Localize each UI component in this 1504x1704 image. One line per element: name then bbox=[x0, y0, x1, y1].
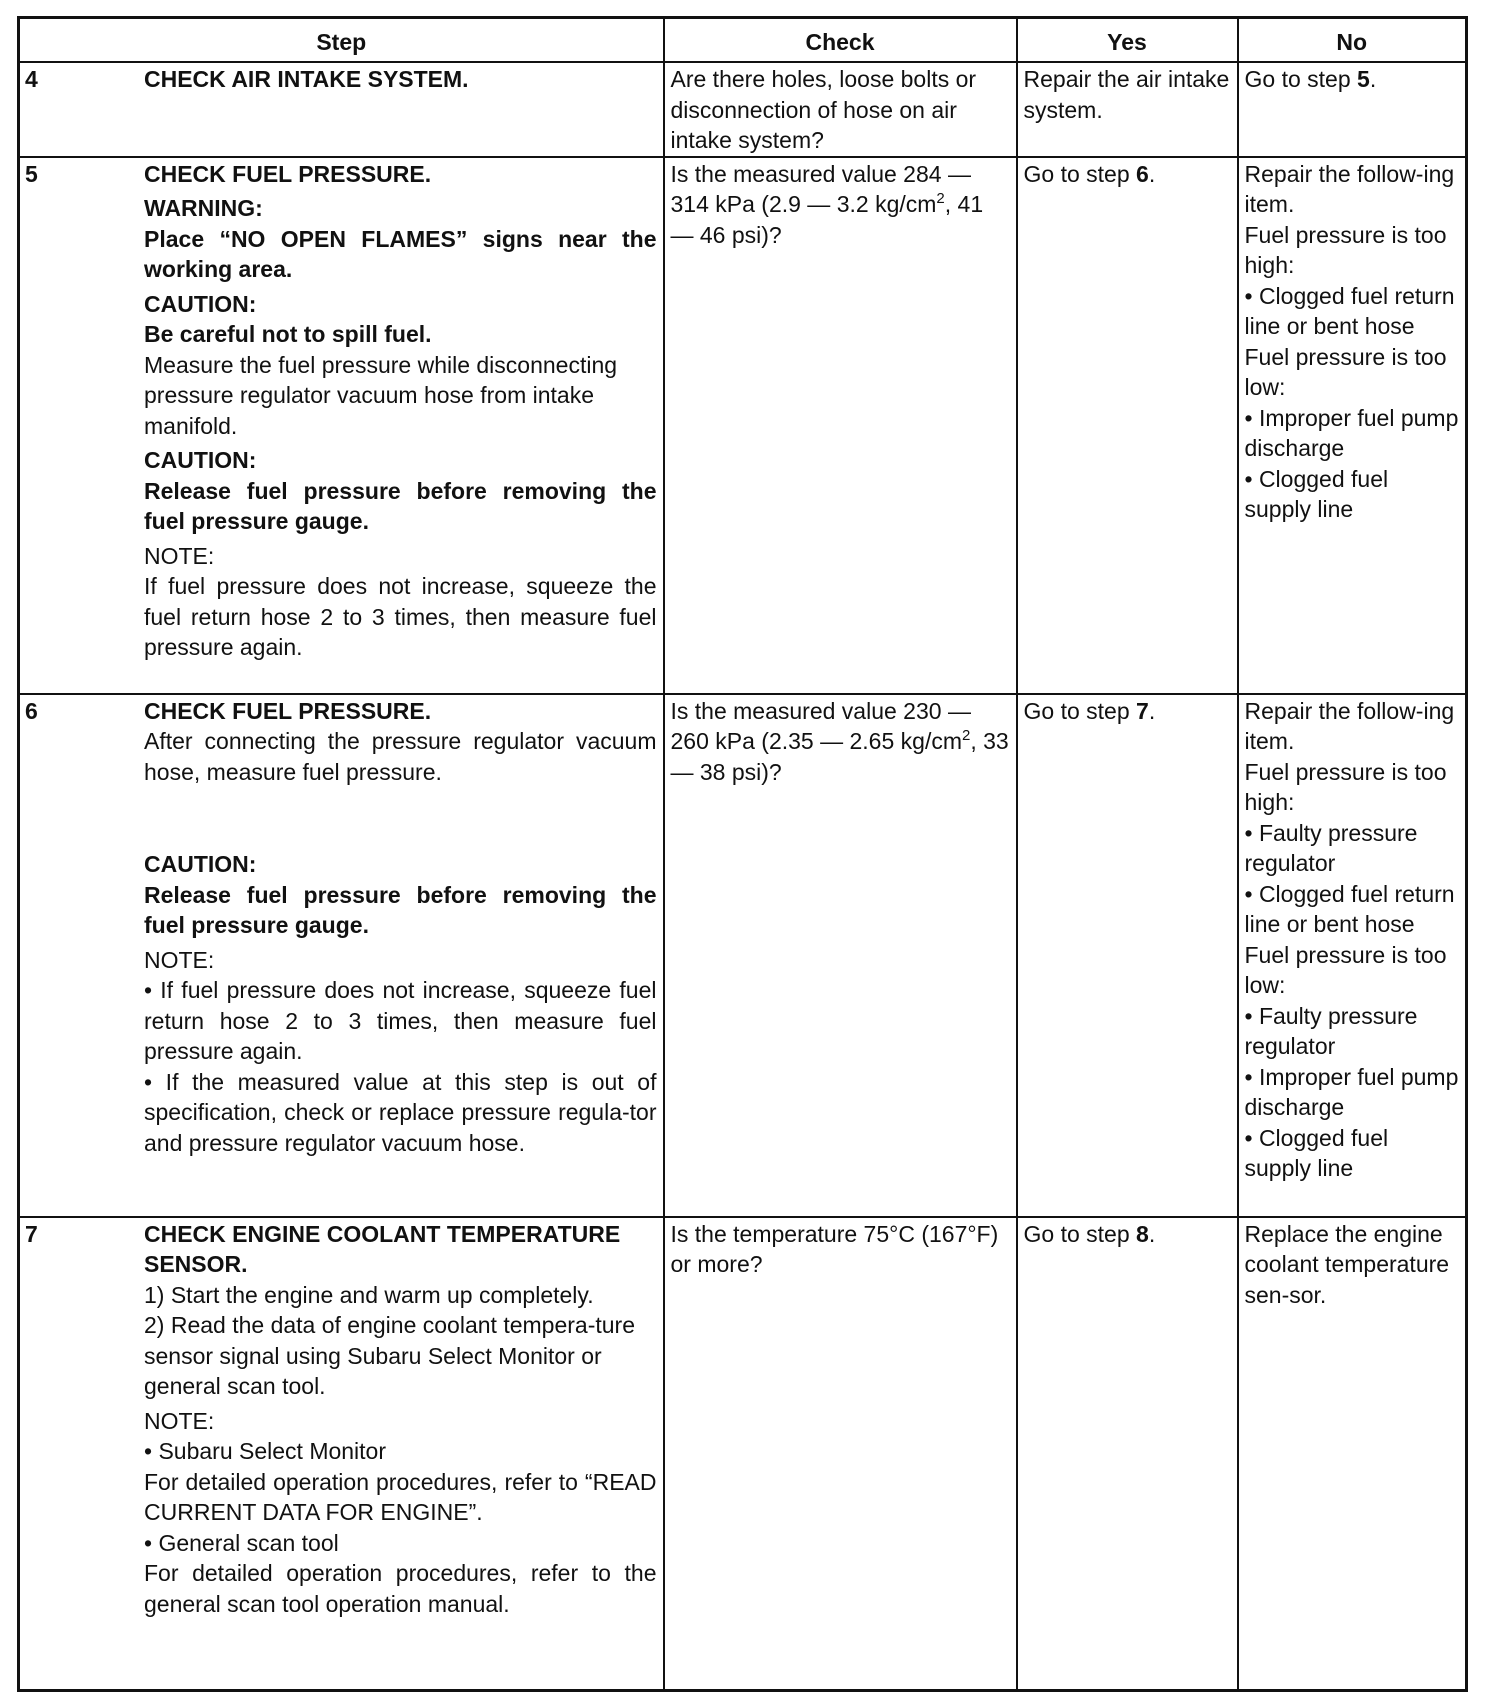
yes-prefix: Go to step bbox=[1023, 697, 1137, 724]
diagnostic-table bbox=[17, 16, 1468, 1692]
note-text: If fuel pressure does not increase, squeeze the fuel return hose 2 to 3 times, then measure fuel pressure again. bbox=[144, 573, 657, 660]
no-line: • Clogged fuel supply line bbox=[1244, 1124, 1389, 1181]
caution-text: Release fuel pressure before removing the fuel pressure gauge. bbox=[144, 477, 657, 534]
yes-cell bbox=[1017, 1217, 1238, 1691]
no-line: • Clogged fuel return line or bent hose bbox=[1244, 880, 1455, 937]
step-cell bbox=[19, 694, 664, 1217]
no-prefix: Go to step bbox=[1244, 66, 1358, 92]
goto-step: 7 bbox=[1136, 697, 1149, 724]
header-step: Step bbox=[19, 18, 664, 63]
no-suffix: . bbox=[1369, 66, 1377, 92]
goto-step: 5 bbox=[1357, 66, 1370, 92]
step-title: CHECK FUEL PRESSURE. bbox=[144, 160, 432, 187]
warning-label: WARNING: bbox=[144, 195, 263, 221]
caution-label: CAUTION: bbox=[144, 851, 257, 877]
no-line: • Faulty pressure regulator bbox=[1244, 819, 1418, 876]
step-title: CHECK AIR INTAKE SYSTEM. bbox=[144, 66, 469, 92]
no-line: • Clogged fuel supply line bbox=[1244, 465, 1389, 522]
step-number: 4 bbox=[25, 66, 38, 92]
table-row bbox=[19, 694, 1467, 1217]
note-text: For detailed operation procedures, refer to the general scan tool operation manual. bbox=[144, 1560, 657, 1617]
yes-suffix: . bbox=[1148, 1220, 1156, 1247]
no-line: Repair the follow-ing item. bbox=[1244, 160, 1455, 217]
table-row bbox=[19, 157, 1467, 694]
note-bullet: • If the measured value at this step is out of specification, check or replace pressure regula-tor and pressure regulator vacuum hose. bbox=[144, 1068, 657, 1156]
warning-text: Place “NO OPEN FLAMES” signs near the working area. bbox=[144, 225, 657, 282]
header-yes: Yes bbox=[1017, 18, 1238, 63]
check-text: Is the measured value 230 — 260 kPa (2.35 — 2.65 kg/cm bbox=[670, 697, 971, 754]
caution-label: CAUTION: bbox=[144, 447, 257, 473]
caution-text: Release fuel pressure before removing the fuel pressure gauge. bbox=[144, 881, 657, 938]
note-label: NOTE: bbox=[144, 1407, 215, 1434]
no-cell bbox=[1238, 694, 1467, 1217]
check-cell: Is the temperature 75°C (167°F) or more? bbox=[664, 1217, 1017, 1691]
table-row bbox=[19, 1217, 1467, 1691]
check-cell bbox=[664, 694, 1017, 1217]
step-cell bbox=[19, 157, 664, 694]
header-no: No bbox=[1238, 18, 1467, 63]
yes-cell: Repair the air intake system. bbox=[1017, 62, 1238, 157]
no-line: Fuel pressure is too high: bbox=[1244, 758, 1447, 815]
step-cell bbox=[19, 62, 664, 157]
yes-cell bbox=[1017, 157, 1238, 694]
goto-step: 6 bbox=[1136, 160, 1149, 187]
no-line: Fuel pressure is too high: bbox=[1244, 221, 1447, 278]
check-text: Is the measured value 284 — 314 kPa (2.9 — 3.2 kg/cm bbox=[670, 160, 971, 217]
header-check: Check bbox=[664, 18, 1017, 63]
no-line: • Improper fuel pump discharge bbox=[1244, 404, 1459, 461]
caution-text: Be careful not to spill fuel. bbox=[144, 321, 432, 347]
no-cell bbox=[1238, 62, 1467, 157]
table-header-row bbox=[19, 18, 1467, 63]
check-text-end: , 41 — 46 psi)? bbox=[670, 191, 984, 248]
check-cell: Are there holes, loose bolts or disconnection of hose on air intake system? bbox=[664, 62, 1017, 157]
note-bullet: • Subaru Select Monitor bbox=[144, 1438, 387, 1464]
note-label: NOTE: bbox=[144, 946, 215, 973]
table-row bbox=[19, 62, 1467, 157]
step-title: CHECK ENGINE COOLANT TEMPERATURE SENSOR. bbox=[144, 1220, 621, 1277]
no-line: • Improper fuel pump discharge bbox=[1244, 1063, 1459, 1120]
instruction-text: After connecting the pressure regulator vacuum hose, measure fuel pressure. bbox=[144, 728, 657, 785]
note-bullet: • If fuel pressure does not increase, squeeze fuel return hose 2 to 3 times, then measure fuel pressure again. bbox=[144, 977, 657, 1064]
yes-prefix: Go to step bbox=[1023, 160, 1137, 187]
yes-suffix: . bbox=[1148, 160, 1156, 187]
page bbox=[17, 16, 1465, 1692]
no-line: • Faulty pressure regulator bbox=[1244, 1002, 1418, 1059]
no-line: Repair the follow-ing item. bbox=[1244, 697, 1455, 754]
step-number: 5 bbox=[25, 160, 38, 187]
step-number: 7 bbox=[25, 1220, 38, 1247]
step-number: 6 bbox=[25, 697, 38, 724]
yes-suffix: . bbox=[1148, 697, 1156, 724]
no-cell bbox=[1238, 157, 1467, 694]
procedure-step: 2) Read the data of engine coolant tempera-ture sensor signal using Subaru Select Monitor or general scan tool. bbox=[144, 1312, 635, 1399]
instruction-text: Measure the fuel pressure while disconnecting pressure regulator vacuum hose from intake manifold. bbox=[144, 351, 618, 439]
no-line: • Clogged fuel return line or bent hose bbox=[1244, 282, 1455, 339]
step-title: CHECK FUEL PRESSURE. bbox=[144, 697, 432, 724]
note-bullet: • General scan tool bbox=[144, 1529, 339, 1556]
goto-step: 8 bbox=[1136, 1220, 1149, 1247]
no-line: Fuel pressure is too low: bbox=[1244, 343, 1447, 400]
note-label: NOTE: bbox=[144, 542, 215, 569]
yes-cell bbox=[1017, 694, 1238, 1217]
yes-prefix: Go to step bbox=[1023, 1220, 1137, 1247]
superscript: 2 bbox=[936, 190, 945, 207]
note-text: For detailed operation procedures, refer to “READ CURRENT DATA FOR ENGINE”. bbox=[144, 1468, 657, 1525]
no-cell: Replace the engine coolant temperature sen-sor. bbox=[1238, 1217, 1467, 1691]
caution-label: CAUTION: bbox=[144, 290, 257, 317]
step-cell bbox=[19, 1217, 664, 1691]
superscript: 2 bbox=[962, 727, 971, 744]
no-line: Fuel pressure is too low: bbox=[1244, 941, 1447, 998]
procedure-step: 1) Start the engine and warm up completely. bbox=[144, 1281, 594, 1308]
check-cell bbox=[664, 157, 1017, 694]
check-text-end: , 33 — 38 psi)? bbox=[670, 728, 1009, 785]
